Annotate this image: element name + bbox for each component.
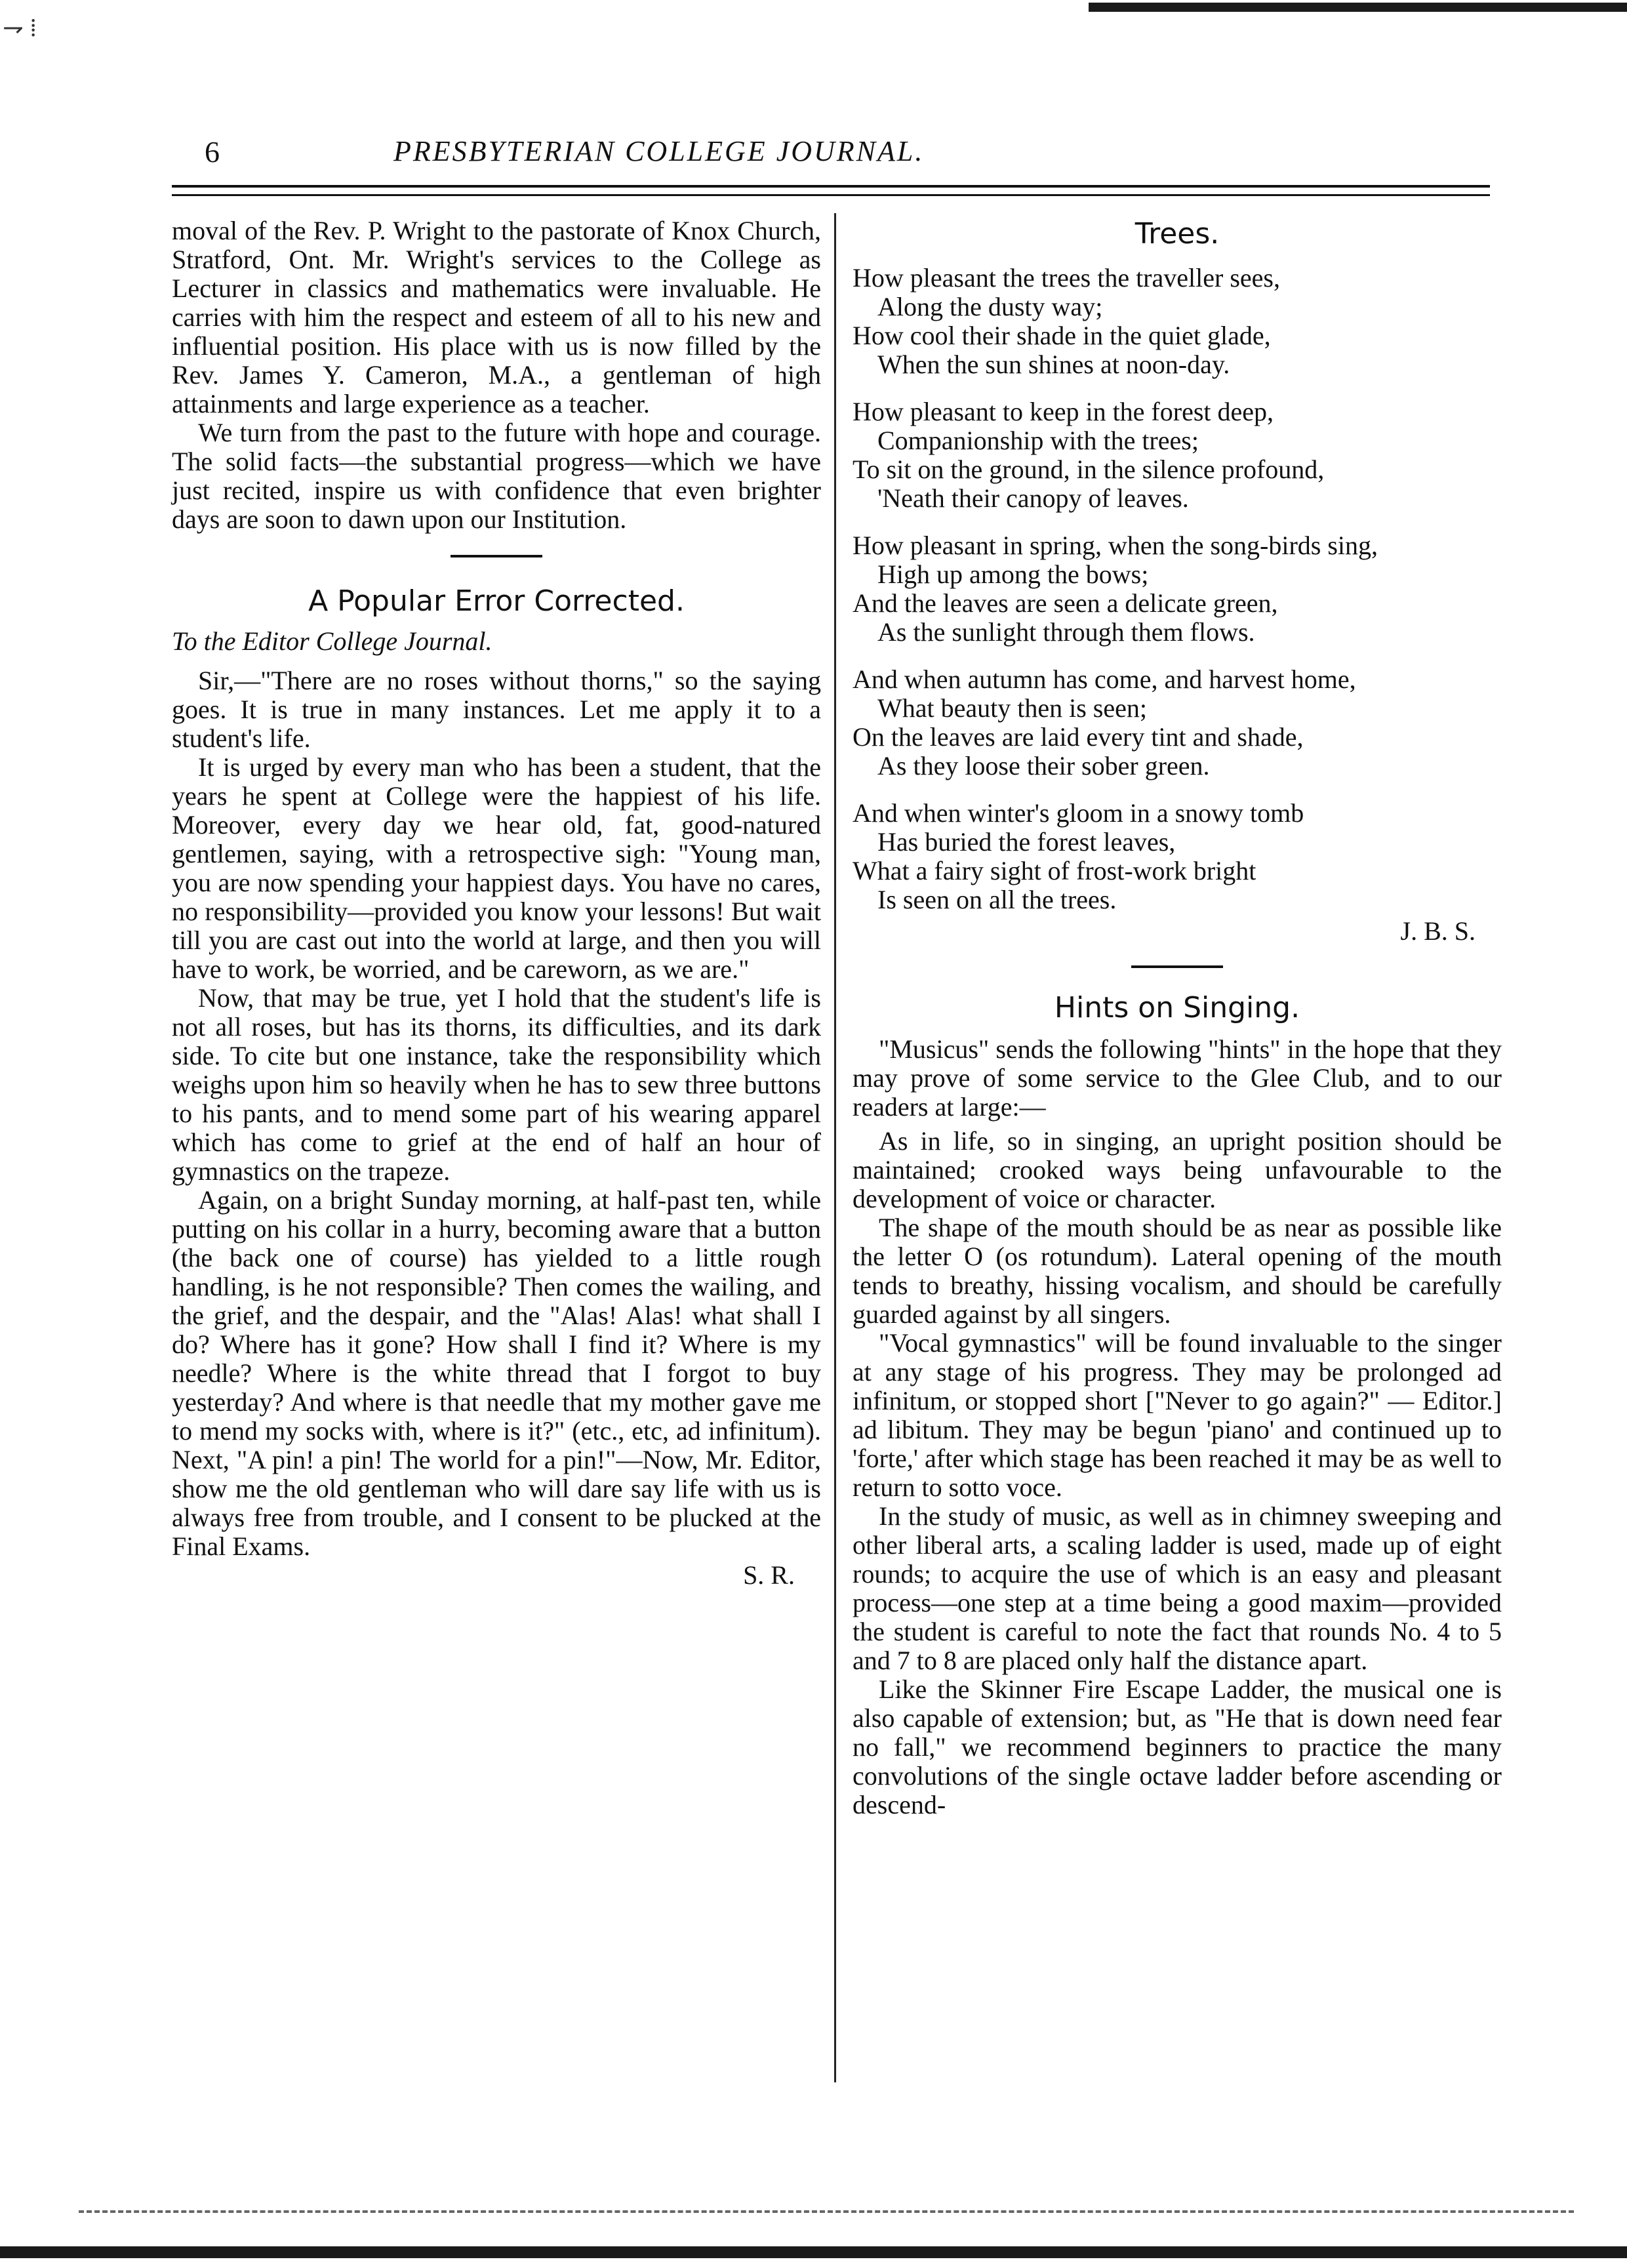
article-paragraph: Sir,—"There are no roses without thorns," so the saying goes. It is true in many instances. Let me apply it to a student's life. (172, 666, 821, 753)
article-paragraph: Again, on a bright Sunday morning, at half-past ten, while putting on his collar in a hurry, becoming aware that a button (the back one of course) has yielded to a little rough handling, is he not responsible? Then comes the wailing, and the grief, and the despair, and the "Alas! Alas! what shall I do? Where has it gone? How shall I find it? Where is my needle? Where is the white thread that I forgot to buy yesterday? And where is that needle that my mother gave me to mend my socks with, where is it?" (etc., etc, ad infinitum). Next, "A pin! a pin! The world for a pin!"—Now, Mr. Editor, show me the old gentleman who will dare say life with us is always free from trouble, and I consent to be plucked at the Final Exams. (172, 1185, 821, 1561)
article-paragraph: Now, that may be true, yet I hold that the student's life is not all roses, but has its thorns, its difficulties, and its dark side. To cite but one instance, take the responsibility which weighs upon him so heavily when he has to sew three buttons to his pants, and to mend some part of his wearing apparel which has come to grief at the end of half an hour of gymnastics on the trapeze. (172, 983, 821, 1186)
poem-line: On the leaves are laid every tint and shade, (853, 722, 1304, 752)
poem-line: What a fairy sight of frost-work bright (853, 856, 1256, 885)
poem-line: Has buried the forest leaves, (877, 827, 1176, 857)
poem-line: High up among the bows; (877, 559, 1149, 589)
poem-stanza (853, 665, 1502, 780)
right-column (853, 216, 1502, 1819)
article-paragraph: It is urged by every man who has been a student, that the years he spent at College were the happiest of his life. Moreover, every day we hear old, fat, good-natured gentlemen, saying, with a retrospective sigh: "Young man, you are now spending your happiest days. You have no cares, no responsibility—provided you know your lessons! But wait till you are cast out into the world at large, and then you will have to work, be worried, and be careworn, as we are." (172, 752, 821, 984)
poem-line: How cool their shade in the quiet glade, (853, 321, 1271, 350)
poem-stanza (853, 397, 1502, 513)
section-rule (1131, 965, 1223, 968)
running-title: PRESBYTERIAN COLLEGE JOURNAL. (393, 135, 925, 167)
article-paragraph: As in life, so in singing, an upright position should be maintained; crooked ways being unfavourable to the development of voice or character. (853, 1126, 1502, 1213)
poem-line: And when winter's gloom in a snowy tomb (853, 798, 1304, 828)
article-heading-hints-on-singing: Hints on Singing. (1054, 991, 1300, 1024)
article-paragraph: In the study of music, as well as in chimney sweeping and other liberal arts, a scaling ladder is used, made up of eight rounds; to acquire the use of which is an easy and pleasant process—one step at a time being a good maxim—provided the student is careful to note the fact that rounds No. 4 to 5 and 7 to 8 are placed only half the distance apart. (853, 1501, 1502, 1675)
poem-line: And the leaves are seen a delicate green, (853, 588, 1278, 618)
header-rule-bottom (172, 194, 1490, 196)
poem-line: Companionship with the trees; (877, 426, 1199, 455)
column-divider (834, 213, 836, 2082)
article-paragraph: Like the Skinner Fire Escape Ladder, the musical one is also capable of extension; but, as "He that is down need fear no fall," we recommend beginners to practice the many convolutions of the single octave ladder before ascending or descend- (853, 1674, 1502, 1819)
poem-stanza (853, 531, 1502, 647)
page-number: 6 (205, 135, 220, 169)
poem-line: How pleasant the trees the traveller sees, (853, 263, 1280, 293)
poem-line: As the sunlight through them flows. (877, 617, 1255, 647)
bottom-dashed-rule (79, 2210, 1574, 2213)
poem-heading-trees: Trees. (1135, 217, 1220, 251)
top-edge-rule (1089, 3, 1627, 12)
edge-marks: ⇁ ⁞ (3, 14, 37, 42)
intro-paragraph: moval of the Rev. P. Wright to the pastorate of Knox Church, Stratford, Ont. Mr. Wright's services to the College as Lecturer in classics and mathematics were invaluable. He carries with him the respect and esteem of all to his new and influential position. His place with us is now filled by the Rev. James Y. Cameron, M.A., a gentleman of high attainments and large experience as a teacher. (172, 216, 821, 418)
intro-paragraph: We turn from the past to the future with hope and courage. The solid facts—the substantial progress—which we have just recited, inspire us with confidence that even brighter days are soon to dawn upon our Institution. (172, 418, 821, 534)
article-paragraph: "Musicus" sends the following "hints" in the hope that they may prove of some service to the Glee Club, and to our readers at large:— (853, 1034, 1502, 1122)
poem-line: Is seen on all the trees. (877, 885, 1117, 914)
article-paragraph: "Vocal gymnastics" will be found invaluable to the singer at any stage of his progress. They may be prolonged ad infinitum, or stopped short ["Never to go again?" — Editor.] ad libitum. They may be begun 'piano' and continued up to 'forte,' after which stage has been reached it may be as well to return to sotto voce. (853, 1328, 1502, 1502)
poem-line: What beauty then is seen; (877, 693, 1147, 723)
poem-line: How pleasant to keep in the forest deep, (853, 397, 1274, 426)
section-rule (451, 555, 542, 557)
poem-stanza (853, 799, 1502, 914)
poem-signature: J. B. S. (1400, 916, 1476, 946)
poem-line: How pleasant in spring, when the song-birds sing, (853, 531, 1378, 560)
article-heading-popular-error: A Popular Error Corrected. (308, 584, 685, 618)
poem-line: As they loose their sober green. (877, 751, 1210, 780)
bottom-edge-rule (0, 2246, 1627, 2258)
poem-line: Along the dusty way; (877, 292, 1103, 321)
signature: S. R. (743, 1560, 795, 1590)
poem-line: When the sun shines at noon-day. (877, 350, 1230, 379)
poem-stanza (853, 264, 1502, 379)
header-rule-top (172, 185, 1490, 188)
poem-line: To sit on the ground, in the silence profound, (853, 455, 1325, 484)
article-paragraph: The shape of the mouth should be as near as possible like the letter O (os rotundum). Lateral opening of the mouth tends to breathy, hissing vocalism, and should be carefully guarded against by all singers. (853, 1213, 1502, 1329)
salutation: To the Editor College Journal. (172, 626, 492, 656)
poem-line: 'Neath their canopy of leaves. (877, 483, 1189, 513)
poem-line: And when autumn has come, and harvest home, (853, 664, 1356, 694)
left-column (172, 216, 821, 1590)
